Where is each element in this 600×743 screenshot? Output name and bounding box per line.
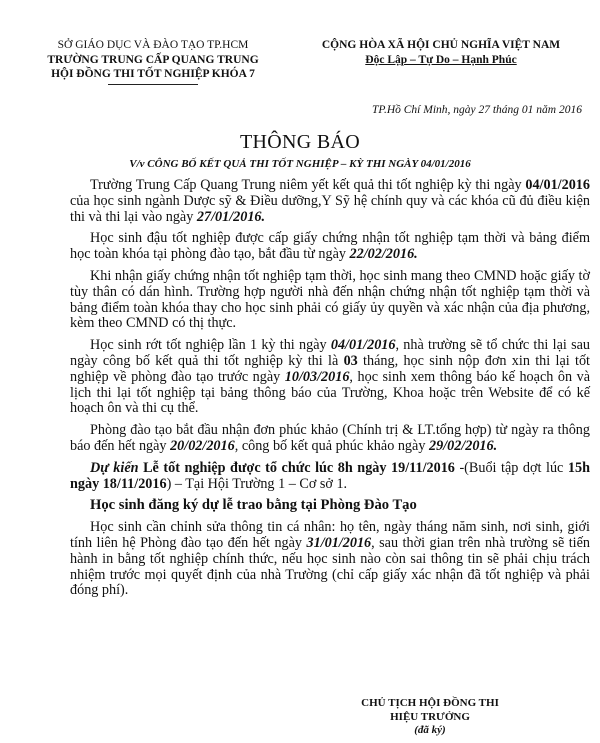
header-right: [298, 38, 584, 67]
header-left-divider: [108, 84, 198, 85]
document-body: [70, 178, 590, 605]
paragraph-3: Khi nhận giấy chứng nhận tốt nghiệp tạm thời, học sinh mang theo CMND hoặc giấy tờ tùy thân có dán hình. Trường hợp người nhà đến nhận chứng nhận tốt nghiệp tạm thời và bảng điểm toàn khóa thay cho học sinh phải có giấy ủy quyền và xác nhận của địa phương, kèm theo CMND có thị thực.: [70, 267, 590, 332]
exam-council-name: HỘI ĐỒNG THI TỐT NGHIỆP KHÓA 7: [51, 68, 255, 80]
document-title: THÔNG BÁO: [240, 131, 360, 153]
country-name: CỘNG HÒA XÃ HỘI CHỦ NGHĨA VIỆT NAM: [321, 39, 561, 51]
signed-note: (đã ký): [414, 724, 446, 736]
paragraph-5: Phòng đào tạo bắt đầu nhận đơn phúc khảo (Chính trị & LT.tổng hợp) từ ngày ra thông báo đến hết ngày 20/02/2016, công bố kết quả phúc khảo ngày 29/02/2016.: [70, 422, 590, 454]
paragraph-1: Trường Trung Cấp Quang Trung niêm yết kết quả thi tốt nghiệp kỳ thi ngày 04/01/2016 của học sinh ngành Dược sỹ & Điều dưỡng,Y Sỹ hệ chính quy và các khóa cũ đủ điều kiện thi và thi lại vào ngày 27/01/2016.: [70, 177, 590, 225]
header-left: [18, 38, 288, 85]
section-heading: Học sinh đăng ký dự lễ trao bằng tại Phòng Đào Tạo: [90, 497, 417, 514]
department-name: SỞ GIÁO DỤC VÀ ĐÀO TẠO TP.HCM: [57, 39, 249, 51]
signer-title-2: HIỆU TRƯỞNG: [390, 710, 470, 723]
document-subtitle: V/v CÔNG BỐ KẾT QUẢ THI TỐT NGHIỆP – KỲ THI NGÀY 04/01/2016: [129, 158, 471, 170]
signer-title-1: CHỦ TỊCH HỘI ĐỒNG THI: [361, 697, 499, 709]
school-name: TRƯỜNG TRUNG CẤP QUANG TRUNG: [47, 53, 259, 66]
date-line: TP.Hồ Chí Minh, ngày 27 tháng 01 năm 2016: [372, 104, 582, 116]
paragraph-8: Học sinh cần chỉnh sửa thông tin cá nhân: họ tên, ngày tháng năm sinh, nơi sinh, giới tính liên hệ Phòng đào tạo đến hết ngày 31/01/2016, sau thời gian trên nhà trường sẽ tiến hành in bằng tốt nghiệp chính thức, nếu học sinh nào còn sai thông tin sẽ phải chịu trách nhiệm trước mọi quyết định của nhà Trường (chỉ cấp giấy xác nhận đã tốt nghiệp và phải đóng phí).: [70, 519, 590, 599]
signature-block: [300, 697, 560, 738]
national-motto: Độc Lập – Tự Do – Hạnh Phúc: [365, 53, 517, 66]
paragraph-4: Học sinh rớt tốt nghiệp lần 1 kỳ thi ngày 04/01/2016, nhà trường sẽ tổ chức thi lại sau ngày công bố kết quả thi tốt nghiệp kỳ thi là 03 tháng, học sinh nộp đơn xin thi lại tốt nghiệp về phòng đào tạo trước ngày 10/03/2016, học sinh xem thông báo kế hoạch ôn và lịch thi lại tốt nghiệp tại bảng thông báo của Trường, Khoa hoặc trên Website để có kế hoạch ôn và thi cụ thể.: [70, 337, 590, 417]
paragraph-2: Học sinh đậu tốt nghiệp được cấp giấy chứng nhận tốt nghiệp tạm thời và bảng điểm học toàn khóa tại phòng đào tạo, bắt đầu từ ngày 22/02/2016.: [70, 230, 590, 263]
paragraph-6: Dự kiến Lễ tốt nghiệp được tổ chức lúc 8h ngày 19/11/2016 -(Buổi tập dợt lúc 15h ngày 18/11/2016) – Tại Hội Trường 1 – Cơ sở 1.: [70, 459, 590, 492]
